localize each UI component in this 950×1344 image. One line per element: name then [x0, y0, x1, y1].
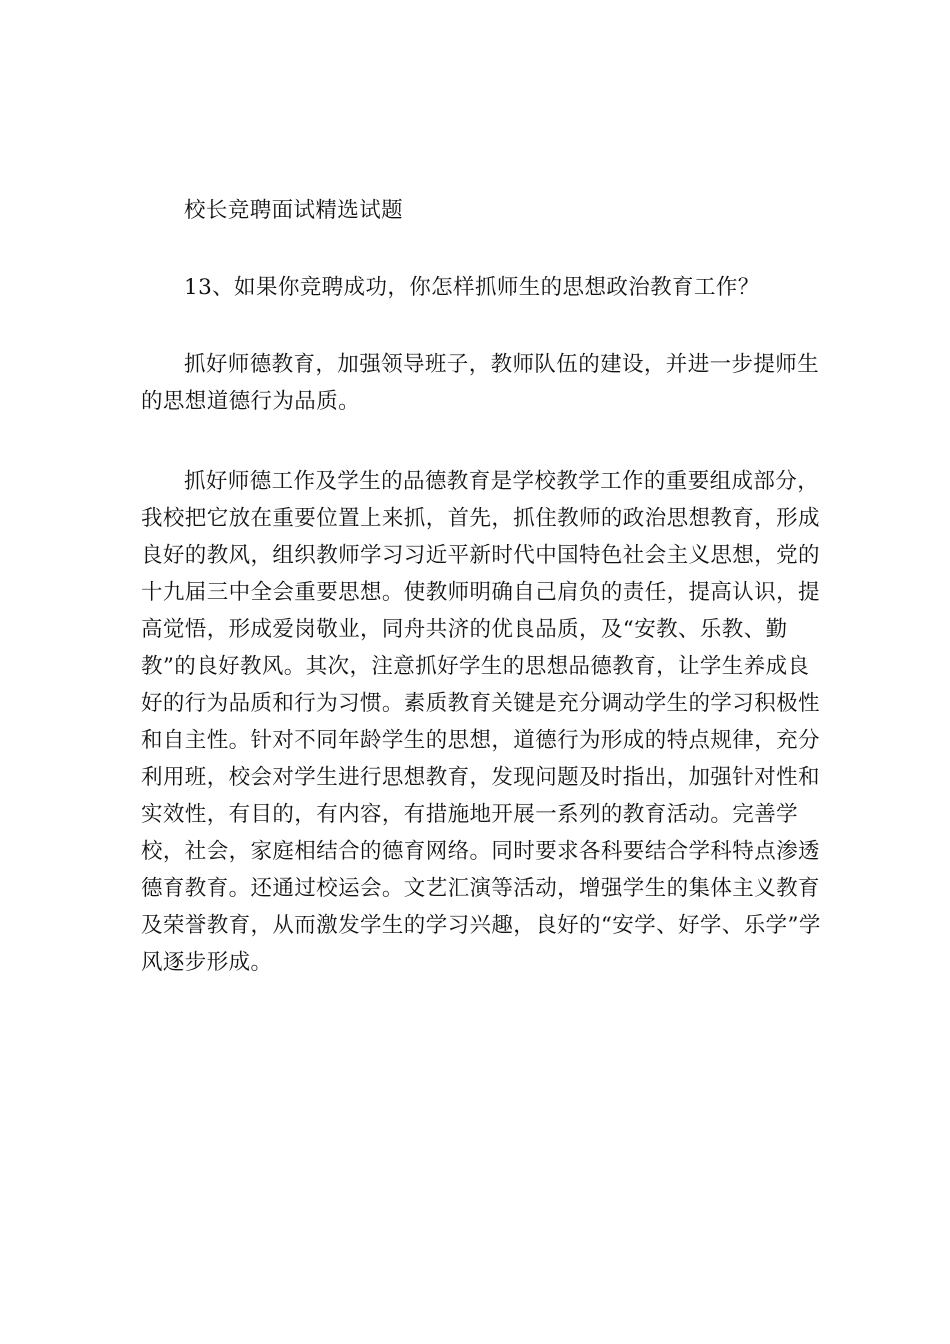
question-text: 13、如果你竞聘成功，你怎样抓师生的思想政治教育工作？ [184, 275, 760, 300]
answer-summary-paragraph: 抓好师德教育，加强领导班子，教师队伍的建设，并进一步提师生的思想道德行为品质。 [141, 352, 820, 414]
document-title: 校长竞聘面试精选试题 [184, 198, 404, 223]
answer-body-paragraph: 抓好师德工作及学生的品德教育是学校教学工作的重要组成部分，我校把它放在重要位置上来抓，首先，抓住教师的政治思想教育，形成良好的教风，组织教师学习习近平新时代中国特色社会主义思想，党的十九届三中全会重要思想。使教师明确自己肩负的责任，提高认识，提高觉悟，形成爱岗敬业，同舟共济的优良品质，及“安教、乐教、勤教”的良好教风。其次，注意抓好学生的思想品德教育，让学生养成良好的行为品质和行为习惯。素质教育关键是充分调动学生的学习积极性和自主性。针对不同年龄学生的思想，道德行为形成的特点规律，充分利用班，校会对学生进行思想教育，发现问题及时指出，加强针对性和实效性，有目的，有内容，有措施地开展一系列的教育活动。完善学校，社会，家庭相结合的德育网络。同时要求各科要结合学科特点渗透德育教育。还通过校运会。文艺汇演等活动，增强学生的集体主义教育及荣誉教育，从而激发学生的学习兴趣，良好的“安学、好学、乐学”学风逐步形成。 [141, 469, 821, 975]
document-content [141, 192, 829, 981]
